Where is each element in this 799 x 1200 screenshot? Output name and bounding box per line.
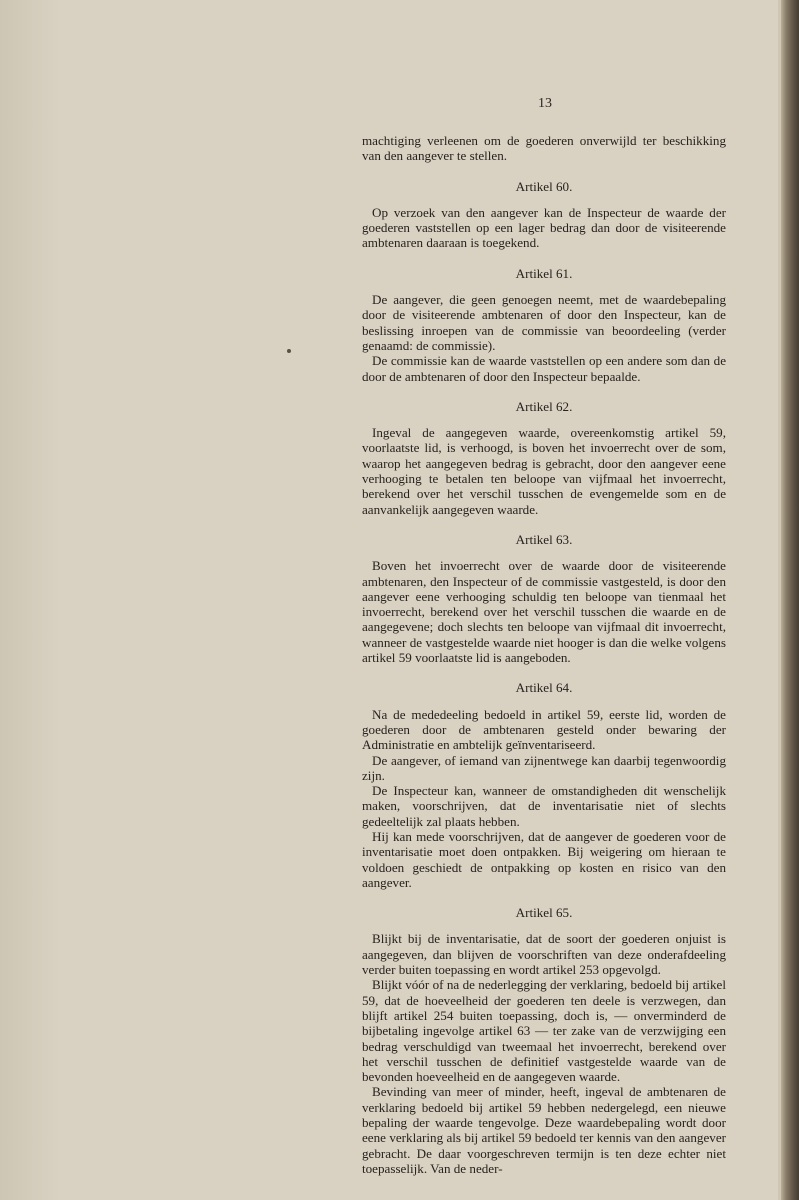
heading-artikel-65: Artikel 65. bbox=[515, 905, 573, 921]
paper-spot bbox=[287, 349, 291, 353]
heading-artikel-64: Artikel 64. bbox=[515, 680, 573, 696]
paragraph: Bevinding van meer of minder, heeft, ingeval de ambtenaren de verklaring bedoeld bij artikel 59 hebben nedergelegd, een nieuwe bepaling der waarde tengevolge. Deze waardebepaling wordt door eene verklaring als bij artikel 59 bedoeld ter kennis van den aangever gebracht. De daar voorgeschreven termijn is ten deze echter niet toepasselijk. Van de neder- bbox=[362, 1084, 726, 1176]
paragraph: Op verzoek van den aangever kan de Inspecteur de waarde der goederen vaststellen op een lager bedrag dan door de visiteerende ambtenaren daaraan is toegekend. bbox=[362, 204, 726, 251]
book-binding bbox=[781, 0, 799, 1200]
page-shading bbox=[0, 0, 60, 1200]
paragraph: Blijkt bij de inventarisatie, dat de soort der goederen onjuist is aangegeven, dan blijven de voorschriften van deze onderafdeeling verder buiten toepassing en wordt artikel 253 opgevolgd. bbox=[362, 931, 726, 978]
heading-artikel-62: Artikel 62. bbox=[515, 398, 573, 414]
paragraph: De aangever, die geen genoegen neemt, met de waardebepaling door de visiteerende ambtenaren of door den Inspecteur, kan de beslissing inroepen van de commissie van beoordeeling (verder genaamd: de commissie). bbox=[362, 292, 726, 353]
paragraph-continuation: machtiging verleenen om de goederen onverwijld ter beschikking van den aangever te stellen. bbox=[362, 133, 726, 164]
paragraph: De Inspecteur kan, wanneer de omstandigheden dit wenschelijk maken, voorschrijven, dat de inventarisatie niet of slechts gedeeltelijk zal plaats hebben. bbox=[362, 783, 726, 829]
page-number: 13 bbox=[538, 96, 552, 111]
heading-artikel-61: Artikel 61. bbox=[515, 265, 573, 281]
heading-artikel-60: Artikel 60. bbox=[515, 178, 573, 194]
heading-artikel-63: Artikel 63. bbox=[515, 531, 573, 547]
paragraph: Na de mededeeling bedoeld in artikel 59, eerste lid, worden de goederen door de ambtenaren gesteld onder bewaring der Administratie en ambtelijk geïnventariseerd. bbox=[362, 706, 726, 753]
paragraph: Blijkt vóór of na de nederlegging der verklaring, bedoeld bij artikel 59, dat de hoeveelheid der goederen ten deele is verzwegen, dan blijft artikel 254 buiten toepassing, doch is, — onverminderd de bijbetaling ingevolge artikel 63 — ter zake van de verzwijging een bedrag verschuldigd van tweemaal het invoerrecht, berekend over het verschil tusschen de definitief vastgestelde waarde van de bevonden hoeveelheid en de aangegeven waarde. bbox=[362, 977, 726, 1085]
paragraph: Ingeval de aangegeven waarde, overeenkomstig artikel 59, voorlaatste lid, is verhoogd, is boven het invoerrecht over de som, waarop het aangegeven bedrag is gebracht, door den aangever eene verhooging te betalen ten beloope van vijfmaal het invoerrecht, berekend over het verschil tusschen de evengemelde som en de aanvankelijk aangegeven waarde. bbox=[362, 425, 726, 517]
paragraph: Hij kan mede voorschrijven, dat de aangever de goederen voor de inventarisatie moet doen ontpakken. Bij weigering om hieraan te voldoen geschiedt de ontpakking op kosten en risico van den aangever. bbox=[362, 828, 726, 890]
paragraph: De commissie kan de waarde vaststellen op een andere som dan de door de ambtenaren of door den Inspecteur bepaalde. bbox=[362, 353, 726, 384]
paragraph: Boven het invoerrecht over de waarde door de visiteerende ambtenaren, den Inspecteur of de commissie vastgesteld, is door den aangever eene verhooging schuldig ten beloope van tienmaal het invoerrecht, berekend over het verschil tusschen die waarde en de aangegevene; doch slechts ten beloope van vijfmaal dit invoerrecht, wanneer de vastgestelde waarde niet hooger is dan die welke volgens artikel 59 voorlaatste lid is aangeboden. bbox=[362, 558, 726, 666]
paragraph: De aangever, of iemand van zijnentwege kan daarbij tegenwoordig zijn. bbox=[362, 752, 726, 783]
body-text bbox=[362, 133, 726, 1176]
